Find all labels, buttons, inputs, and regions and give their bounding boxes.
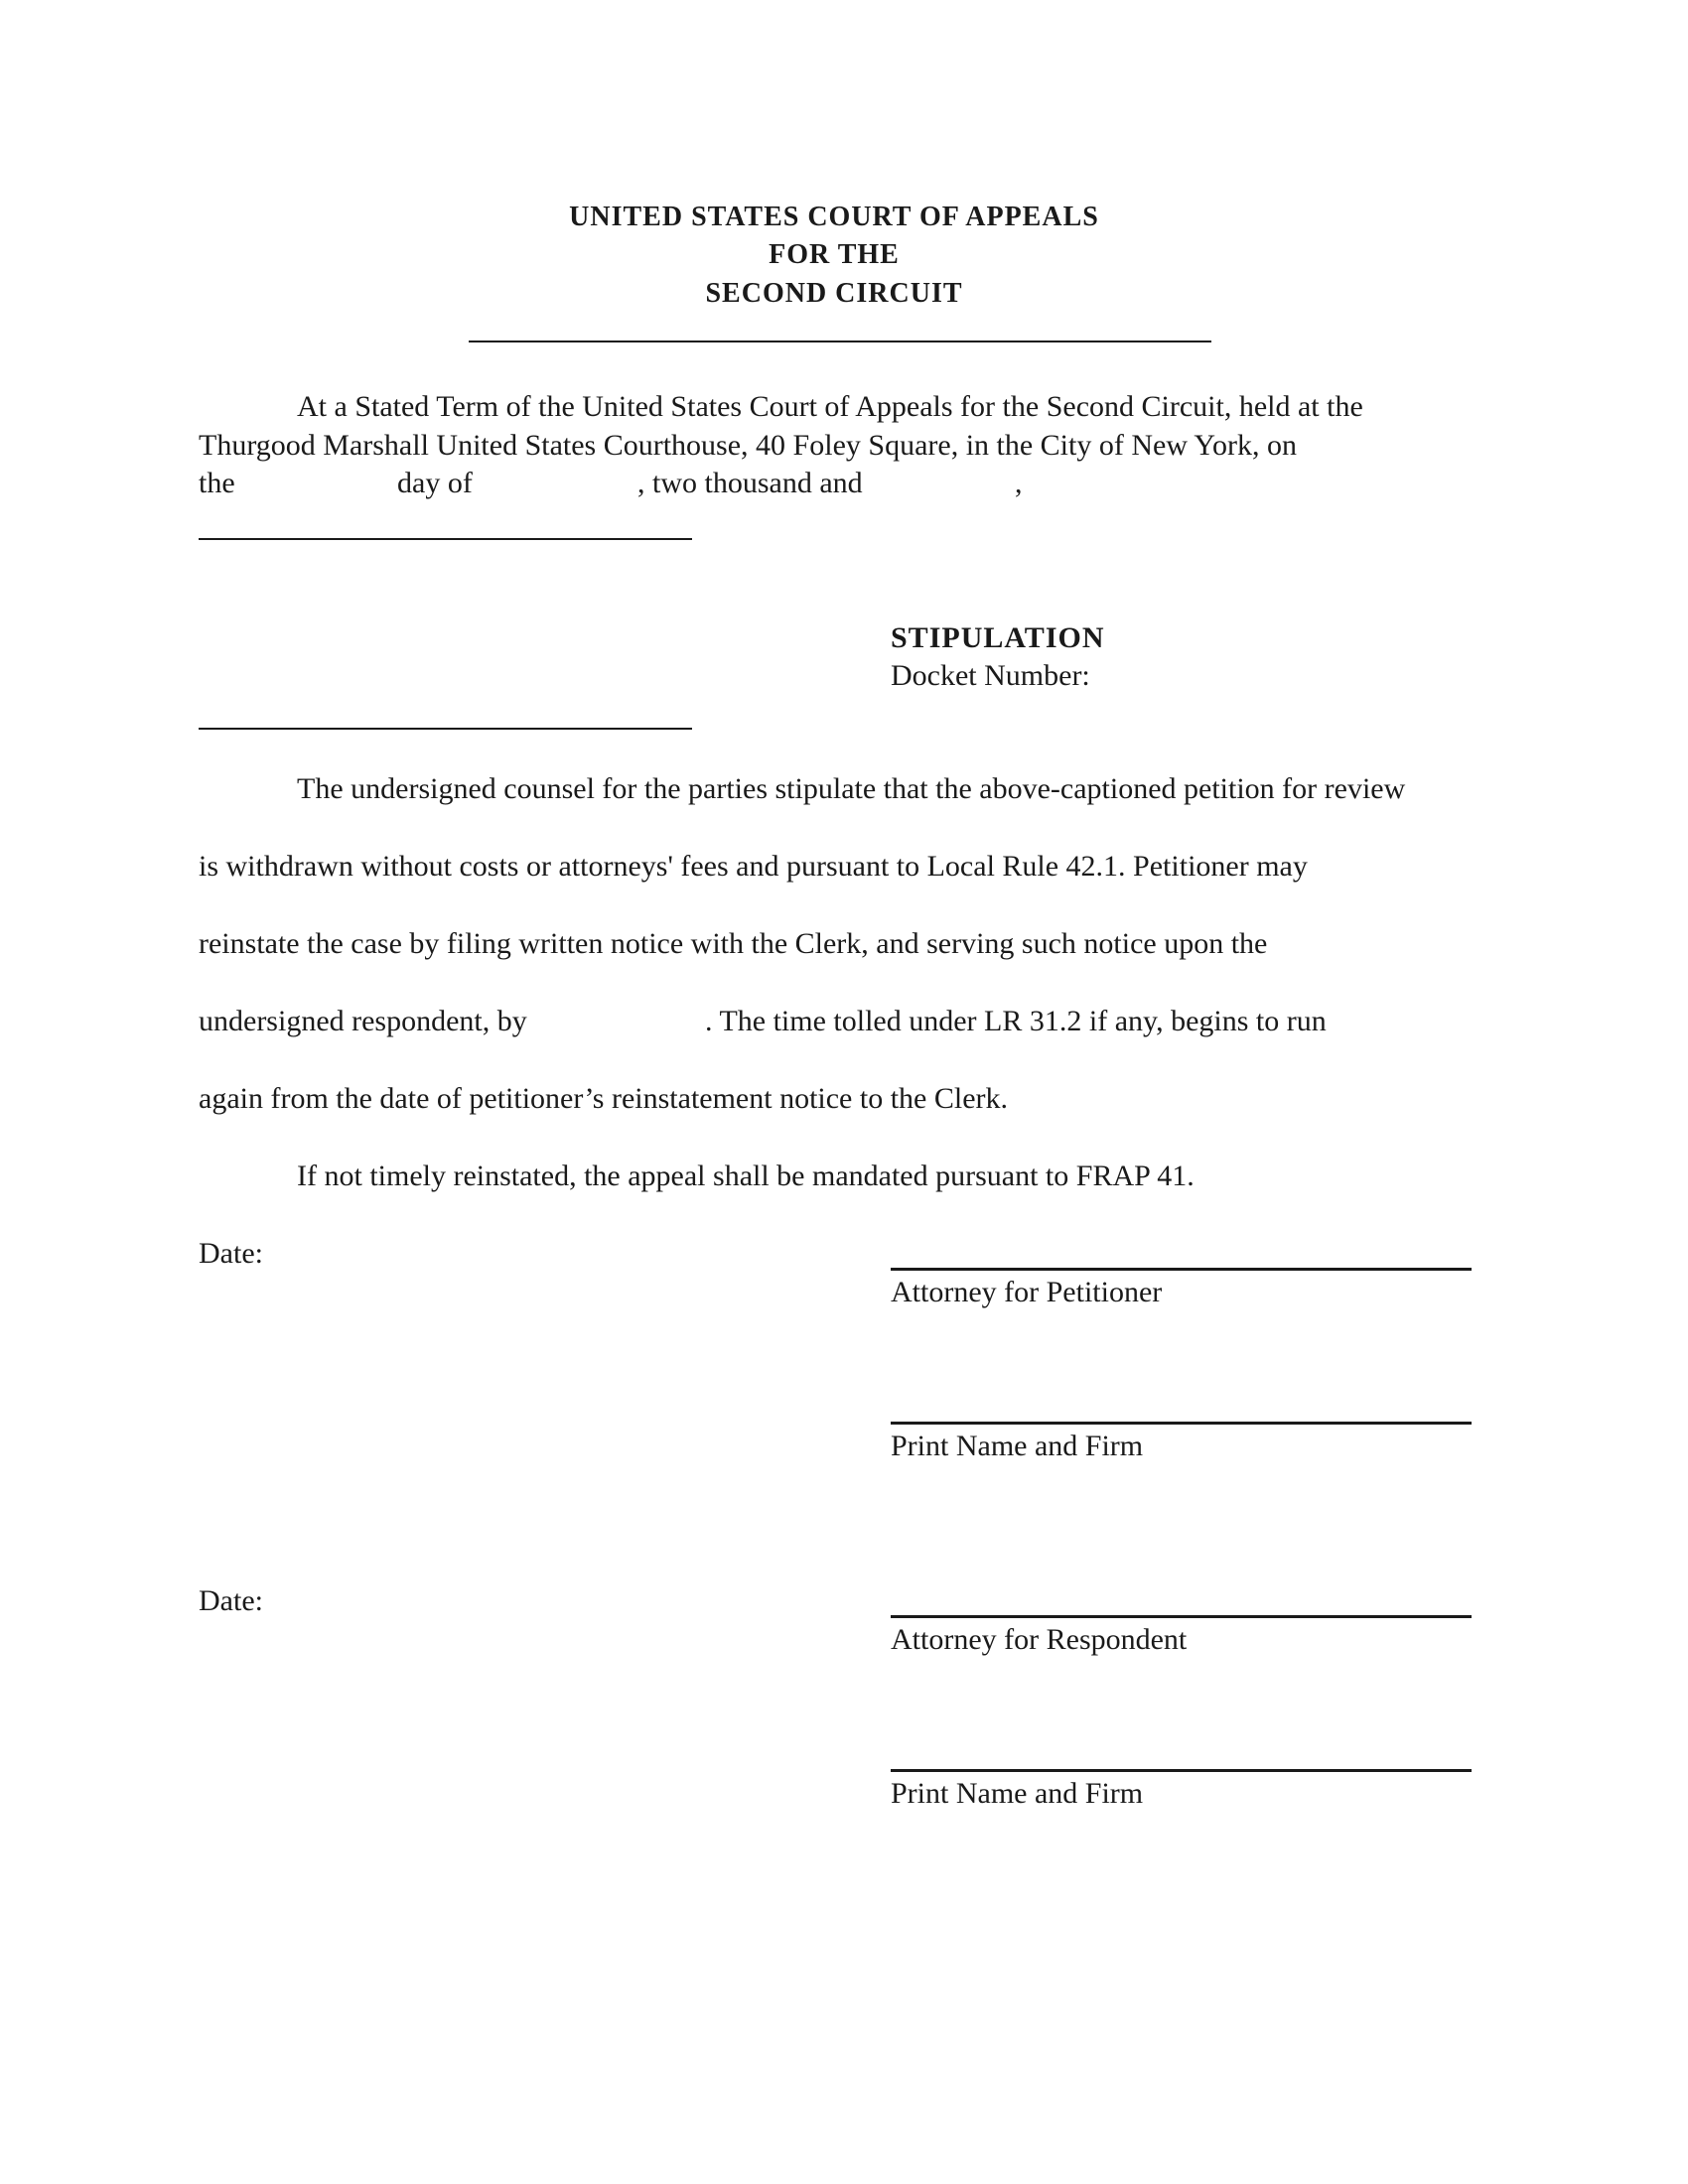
term-comma: , bbox=[1015, 467, 1023, 499]
docket-number-label: Docket Number: bbox=[891, 659, 1090, 692]
caption-top-rule bbox=[199, 538, 692, 540]
court-title-line-3: SECOND CIRCUIT bbox=[705, 278, 963, 309]
petitioner-print-name-line[interactable] bbox=[891, 1422, 1472, 1425]
stipulation-line-6: If not timely reinstated, the appeal shall be mandated pursuant to FRAP 41. bbox=[297, 1160, 1195, 1192]
term-day-of: day of bbox=[397, 467, 473, 499]
court-title-line-2: FOR THE bbox=[769, 239, 900, 270]
petitioner-signature-line[interactable] bbox=[891, 1268, 1472, 1271]
term-two-thousand: , two thousand and bbox=[637, 467, 863, 499]
stipulation-line-3: reinstate the case by filing written notice with the Clerk, and serving such notice upon the bbox=[199, 927, 1268, 960]
court-title-line-1: UNITED STATES COURT OF APPEALS bbox=[569, 202, 1099, 232]
respondent-print-name-line[interactable] bbox=[891, 1769, 1472, 1772]
stipulation-line-4b: . The time tolled under LR 31.2 if any, begins to run bbox=[705, 1005, 1327, 1037]
stipulation-line-1: The undersigned counsel for the parties stipulate that the above-captioned petition for review bbox=[297, 772, 1406, 805]
respondent-attorney-label: Attorney for Respondent bbox=[891, 1623, 1188, 1656]
header-divider bbox=[469, 341, 1211, 342]
term-the: the bbox=[199, 467, 235, 499]
stipulation-heading: STIPULATION bbox=[891, 621, 1105, 654]
stipulation-line-4a: undersigned respondent, by bbox=[199, 1005, 527, 1037]
date-label-respondent: Date: bbox=[199, 1584, 263, 1617]
stipulation-line-5: again from the date of petitioner’s reinstatement notice to the Clerk. bbox=[199, 1082, 1009, 1115]
stipulation-line-2: is withdrawn without costs or attorneys' fees and pursuant to Local Rule 42.1. Petitioner may bbox=[199, 850, 1308, 883]
term-line-1: At a Stated Term of the United States Court of Appeals for the Second Circuit, held at the bbox=[297, 390, 1363, 423]
caption-bottom-rule bbox=[199, 728, 692, 730]
term-line-2: Thurgood Marshall United States Courthouse, 40 Foley Square, in the City of New York, on bbox=[199, 429, 1298, 462]
respondent-signature-line[interactable] bbox=[891, 1615, 1472, 1618]
respondent-print-name-label: Print Name and Firm bbox=[891, 1777, 1144, 1810]
petitioner-print-name-label: Print Name and Firm bbox=[891, 1430, 1144, 1462]
date-label-petitioner: Date: bbox=[199, 1237, 263, 1270]
petitioner-attorney-label: Attorney for Petitioner bbox=[891, 1276, 1163, 1308]
